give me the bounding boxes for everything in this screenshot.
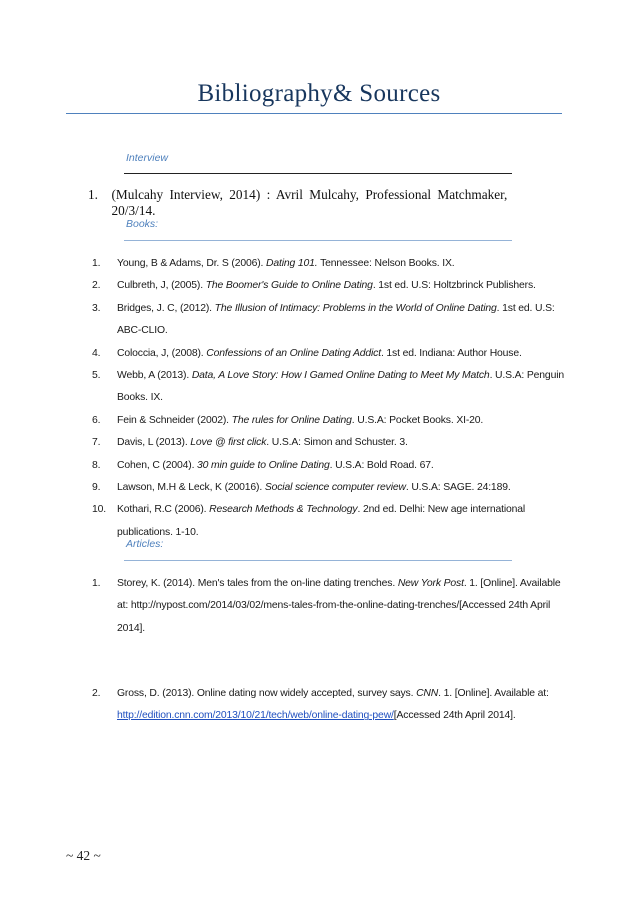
reference-publisher: . U.S.A: SAGE. 24:189.: [405, 482, 511, 494]
reference-title: The rules for Online Dating: [231, 414, 352, 426]
reference-publisher: . U.S.A: Bold Road. 67.: [329, 459, 434, 471]
reference-link[interactable]: http://edition.cnn.com/2013/10/21/tech/web/online-dating-pew/: [117, 710, 394, 722]
reference-author: Webb, A (2013).: [117, 370, 192, 382]
articles-heading: Articles:: [126, 538, 164, 550]
reference-number: 5.: [92, 370, 101, 382]
page-title: Bibliography& Sources: [197, 80, 441, 107]
reference-title: Data, A Love Story: How I Gamed Online Dating to Meet My Match: [191, 370, 490, 382]
reference-title: Love @ first click: [190, 437, 267, 449]
article-reference: [92, 573, 568, 640]
reference-number: 1.: [88, 187, 98, 202]
interview-heading: Interview: [126, 152, 169, 164]
reference-source: . 1. [Online]. Available at: http://nypost.com/2014/03/02/mens-tales-from-the-online-dating-trenches/[Accessed 24th April 2014].: [117, 578, 561, 634]
reference-author: Bridges, J. C, (2012).: [117, 302, 215, 314]
reference-author: Gross, D. (2013). Online dating now widely accepted, survey says.: [117, 688, 417, 699]
reference-number: 3.: [92, 302, 101, 314]
reference-publisher: . U.S.A: Penguin Books. IX.: [117, 370, 564, 404]
reference-author: Lawson, M.H & Leck, K (20016).: [117, 482, 265, 494]
reference-publisher: . 2nd ed. Delhi: New age international publications. 1-10.: [117, 504, 526, 538]
reference-author: Fein & Schneider (2002).: [117, 414, 232, 426]
article-reference: [92, 683, 568, 728]
books-list: [92, 253, 568, 544]
reference-publisher: . U.S.A: Pocket Books. XI-20.: [351, 414, 484, 426]
book-reference: [92, 275, 568, 297]
books-divider: [124, 240, 512, 241]
reference-number: 6.: [92, 414, 101, 426]
reference-title: CNN: [416, 688, 439, 699]
reference-publisher: Tennessee: Nelson Books. IX.: [317, 258, 455, 269]
reference-text: (Mulcahy Interview, 2014) : Avril Mulcahy, Professional Matchmaker, 20/3/14.: [111, 187, 508, 218]
interview-divider: [124, 173, 512, 174]
book-reference: [92, 432, 568, 454]
articles-list-continued: [92, 683, 568, 728]
articles-list: [92, 573, 568, 640]
reference-number: 4.: [92, 347, 101, 359]
reference-title: Confessions of an Online Dating Addict: [206, 347, 381, 359]
reference-publisher: . 1st ed. U.S: ABC-CLIO.: [117, 302, 555, 337]
reference-title: The Illusion of Intimacy: Problems in the World of Online Dating: [214, 302, 497, 314]
reference-title: Dating 101.: [266, 258, 318, 269]
reference-publisher: . 1st ed. U.S: Holtzbrinck Publishers.: [372, 280, 536, 292]
book-reference: [92, 343, 568, 365]
book-reference: [92, 499, 568, 544]
reference-author: Storey, K. (2014). Men's tales from the on-line dating trenches.: [117, 578, 398, 589]
interview-reference: [88, 187, 548, 219]
reference-number: 7.: [92, 437, 101, 449]
reference-author: Kothari, R.C (2006).: [117, 504, 210, 516]
reference-number: 2.: [92, 688, 101, 699]
books-heading: Books:: [126, 218, 159, 230]
reference-author: Coloccia, J, (2008).: [117, 347, 207, 359]
book-reference: [92, 410, 568, 432]
title-divider: [66, 113, 562, 114]
book-reference: [92, 365, 568, 410]
reference-number: 9.: [92, 482, 101, 494]
reference-publisher: . U.S.A: Simon and Schuster. 3.: [266, 437, 408, 449]
reference-publisher: . 1st ed. Indiana: Author House.: [380, 347, 522, 359]
book-reference: [92, 253, 568, 275]
page-number: ~ 42 ~: [66, 848, 101, 863]
reference-author: Cohen, C (2004).: [117, 459, 198, 471]
reference-accessed: [Accessed 24th April 2014].: [393, 710, 516, 722]
book-reference: [92, 298, 568, 343]
articles-divider: [124, 560, 512, 561]
reference-title: Research Methods & Technology: [209, 504, 358, 516]
reference-author: Davis, L (2013).: [117, 437, 191, 449]
reference-number: 2.: [92, 280, 101, 292]
reference-title: 30 min guide to Online Dating: [197, 459, 330, 471]
reference-number: 1.: [92, 258, 101, 269]
reference-number: 8.: [92, 459, 101, 471]
reference-source: . 1. [Online]. Available at:: [438, 688, 549, 699]
reference-number: 1.: [92, 578, 101, 589]
reference-number: 10.: [92, 504, 106, 516]
reference-title: New York Post: [397, 578, 464, 589]
book-reference: [92, 477, 568, 499]
reference-author: Culbreth, J, (2005).: [117, 280, 206, 292]
reference-title: Social science computer review: [264, 482, 406, 494]
book-reference: [92, 455, 568, 477]
reference-author: Young, B & Adams, Dr. S (2006).: [117, 258, 267, 269]
reference-title: The Boomer's Guide to Online Dating: [205, 280, 373, 292]
